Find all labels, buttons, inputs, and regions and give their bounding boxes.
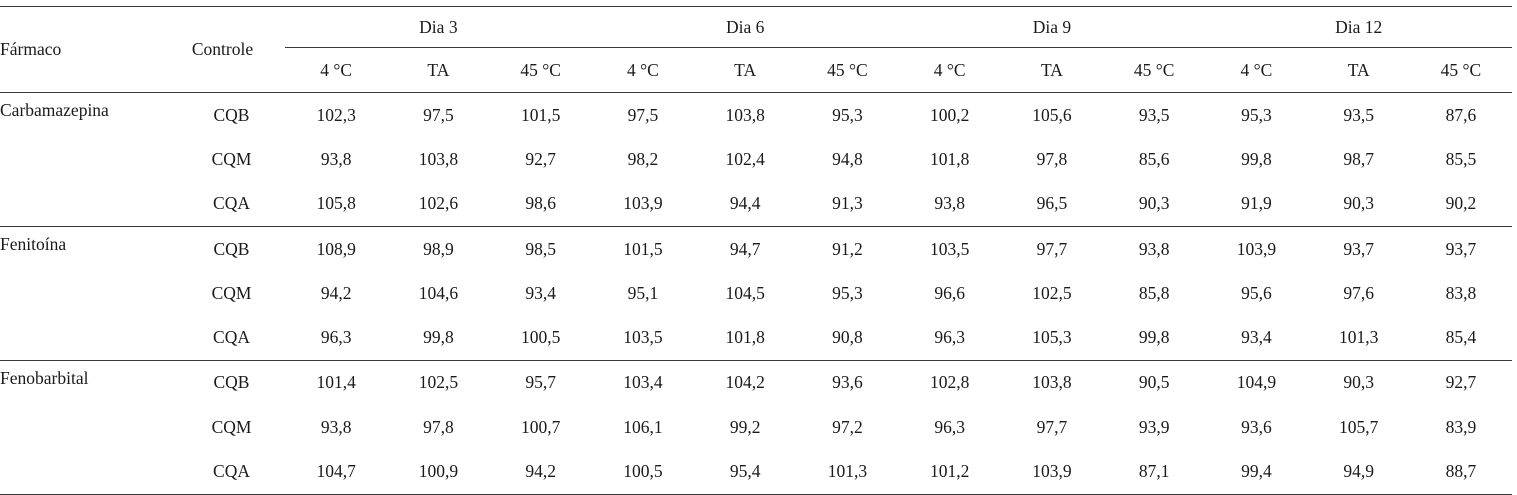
control-cell: CQB xyxy=(213,104,250,125)
table-header xyxy=(0,7,1512,93)
value-cell: 103,8 xyxy=(725,104,765,125)
value-cell: 91,2 xyxy=(832,238,863,259)
day-header: Dia 6 xyxy=(592,7,899,48)
value-cell: 85,8 xyxy=(1138,282,1170,303)
control-cell: CQB xyxy=(213,372,250,393)
value-cell: 88,7 xyxy=(1445,461,1477,482)
value-cell: 93,8 xyxy=(1138,238,1170,259)
value-cell: 103,8 xyxy=(418,148,459,169)
condition-header: 4 °C xyxy=(320,59,353,80)
value-cell: 103,9 xyxy=(1032,461,1072,482)
value-cell: 103,9 xyxy=(623,193,663,214)
value-cell: 101,4 xyxy=(316,372,356,393)
value-cell: 91,3 xyxy=(832,193,863,214)
value-cell: 90,3 xyxy=(1138,193,1170,214)
value-cell: 85,5 xyxy=(1445,148,1477,169)
value-cell: 99,8 xyxy=(1241,148,1272,169)
value-cell: 93,6 xyxy=(1241,416,1272,437)
value-cell: 93,4 xyxy=(525,282,556,303)
value-cell: 94,2 xyxy=(525,461,556,482)
value-cell: 99,8 xyxy=(1138,327,1170,348)
condition-header: 4 °C xyxy=(1240,59,1273,80)
value-cell: 96,3 xyxy=(934,327,965,348)
value-cell: 93,9 xyxy=(1138,416,1170,437)
day-header: Dia 9 xyxy=(899,7,1206,48)
value-cell: 83,9 xyxy=(1445,416,1477,437)
value-cell: 90,5 xyxy=(1138,372,1170,393)
control-cell: CQM xyxy=(211,282,252,303)
value-cell: 105,3 xyxy=(1032,327,1072,348)
drug-cell xyxy=(0,137,160,181)
value-cell: 97,7 xyxy=(1036,238,1068,259)
drug-cell xyxy=(0,182,160,227)
value-cell: 92,7 xyxy=(1445,372,1477,393)
drug-cell xyxy=(0,315,160,360)
value-cell: 87,1 xyxy=(1138,461,1170,482)
value-cell: 93,7 xyxy=(1343,238,1374,259)
value-cell: 97,5 xyxy=(627,104,659,125)
value-cell: 101,3 xyxy=(1338,327,1379,348)
value-cell: 95,3 xyxy=(1241,104,1272,125)
condition-header: 4 °C xyxy=(933,59,966,80)
value-cell: 104,6 xyxy=(418,282,459,303)
control-cell: CQA xyxy=(213,327,250,348)
drug-column-header: Fármaco xyxy=(0,39,62,59)
value-cell: 97,7 xyxy=(1036,416,1068,437)
value-cell: 94,4 xyxy=(729,193,761,214)
stability-table xyxy=(0,6,1512,495)
value-cell: 95,1 xyxy=(627,282,659,303)
value-cell: 90,3 xyxy=(1343,193,1374,214)
value-cell: 93,5 xyxy=(1343,104,1374,125)
table-row xyxy=(0,93,1512,138)
value-cell: 99,4 xyxy=(1241,461,1272,482)
value-cell: 105,6 xyxy=(1032,104,1072,125)
value-cell: 95,4 xyxy=(729,461,761,482)
value-cell: 97,8 xyxy=(423,416,454,437)
value-cell: 101,5 xyxy=(623,238,663,259)
value-cell: 91,9 xyxy=(1241,193,1272,214)
value-cell: 97,8 xyxy=(1036,148,1068,169)
drug-cell xyxy=(0,405,160,449)
table-row xyxy=(0,182,1512,227)
day-header: Dia 12 xyxy=(1205,7,1512,48)
value-cell: 90,3 xyxy=(1343,372,1374,393)
value-cell: 94,9 xyxy=(1343,461,1374,482)
header-row-days xyxy=(0,7,1512,48)
value-cell: 105,7 xyxy=(1338,416,1379,437)
drug-cell: Fenobarbital xyxy=(0,367,89,388)
value-cell: 90,8 xyxy=(832,327,863,348)
value-cell: 98,9 xyxy=(423,238,454,259)
value-cell: 93,8 xyxy=(934,193,965,214)
value-cell: 98,5 xyxy=(525,238,556,259)
value-cell: 102,8 xyxy=(929,372,970,393)
condition-header: TA xyxy=(1347,59,1370,80)
value-cell: 102,5 xyxy=(1032,282,1072,303)
value-cell: 103,5 xyxy=(929,238,970,259)
value-cell: 102,3 xyxy=(316,104,356,125)
value-cell: 104,2 xyxy=(725,372,765,393)
value-cell: 100,5 xyxy=(520,327,561,348)
value-cell: 94,2 xyxy=(320,282,352,303)
value-cell: 90,2 xyxy=(1445,193,1477,214)
condition-header: 45 °C xyxy=(1133,59,1175,80)
value-cell: 97,5 xyxy=(423,104,454,125)
value-cell: 95,7 xyxy=(525,372,556,393)
condition-header: TA xyxy=(427,59,450,80)
value-cell: 92,7 xyxy=(525,148,556,169)
value-cell: 104,5 xyxy=(725,282,765,303)
value-cell: 101,3 xyxy=(827,461,868,482)
day-header: Dia 3 xyxy=(285,7,592,48)
condition-header: TA xyxy=(734,59,757,80)
table-row xyxy=(0,271,1512,315)
control-column-header: Controle xyxy=(191,39,254,59)
value-cell: 101,5 xyxy=(520,104,561,125)
value-cell: 96,3 xyxy=(320,327,352,348)
table-row xyxy=(0,315,1512,360)
table-row xyxy=(0,360,1512,405)
value-cell: 99,2 xyxy=(729,416,761,437)
value-cell: 102,6 xyxy=(418,193,459,214)
value-cell: 100,9 xyxy=(418,461,459,482)
value-cell: 85,6 xyxy=(1138,148,1170,169)
value-cell: 100,7 xyxy=(520,416,561,437)
control-cell: CQA xyxy=(213,193,250,214)
value-cell: 106,1 xyxy=(623,416,663,437)
value-cell: 101,2 xyxy=(929,461,970,482)
control-cell: CQB xyxy=(213,238,250,259)
condition-header: 45 °C xyxy=(827,59,868,80)
value-cell: 100,5 xyxy=(623,461,663,482)
drug-cell xyxy=(0,449,160,494)
value-cell: 95,3 xyxy=(832,104,863,125)
value-cell: 105,8 xyxy=(316,193,356,214)
value-cell: 100,2 xyxy=(929,104,970,125)
value-cell: 104,9 xyxy=(1236,372,1277,393)
value-cell: 98,2 xyxy=(627,148,659,169)
value-cell: 97,6 xyxy=(1343,282,1374,303)
value-cell: 98,6 xyxy=(525,193,556,214)
value-cell: 85,4 xyxy=(1445,327,1477,348)
drug-cell: Carbamazepina xyxy=(0,100,109,120)
value-cell: 101,8 xyxy=(725,327,765,348)
value-cell: 93,8 xyxy=(320,148,352,169)
drug-cell xyxy=(0,271,160,315)
value-cell: 98,7 xyxy=(1343,148,1374,169)
table-body xyxy=(0,93,1512,495)
table-row xyxy=(0,449,1512,494)
value-cell: 99,8 xyxy=(423,327,454,348)
control-cell: CQM xyxy=(211,148,252,169)
value-cell: 103,8 xyxy=(1032,372,1072,393)
value-cell: 103,9 xyxy=(1236,238,1277,259)
value-cell: 83,8 xyxy=(1445,282,1477,303)
drug-cell: Fenitoína xyxy=(0,233,67,254)
value-cell: 103,5 xyxy=(623,327,663,348)
value-cell: 93,4 xyxy=(1241,327,1272,348)
value-cell: 102,4 xyxy=(725,148,765,169)
value-cell: 94,8 xyxy=(832,148,863,169)
value-cell: 97,2 xyxy=(832,416,863,437)
value-cell: 95,3 xyxy=(832,282,863,303)
value-cell: 96,5 xyxy=(1036,193,1068,214)
value-cell: 103,4 xyxy=(623,372,663,393)
value-cell: 96,6 xyxy=(934,282,965,303)
value-cell: 101,8 xyxy=(929,148,970,169)
condition-header: 4 °C xyxy=(626,59,659,80)
value-cell: 95,6 xyxy=(1241,282,1272,303)
value-cell: 94,7 xyxy=(729,238,761,259)
value-cell: 93,5 xyxy=(1138,104,1170,125)
value-cell: 93,8 xyxy=(320,416,352,437)
value-cell: 96,3 xyxy=(934,416,965,437)
value-cell: 93,7 xyxy=(1445,238,1477,259)
table-row xyxy=(0,137,1512,181)
condition-header: 45 °C xyxy=(520,59,561,80)
table-row xyxy=(0,405,1512,449)
control-cell: CQM xyxy=(211,416,252,437)
value-cell: 104,7 xyxy=(316,461,356,482)
value-cell: 108,9 xyxy=(316,238,356,259)
condition-header: 45 °C xyxy=(1440,59,1482,80)
value-cell: 93,6 xyxy=(832,372,863,393)
condition-header: TA xyxy=(1040,59,1063,80)
control-cell: CQA xyxy=(213,461,250,482)
table-row xyxy=(0,226,1512,271)
value-cell: 102,5 xyxy=(418,372,459,393)
value-cell: 87,6 xyxy=(1445,104,1477,125)
